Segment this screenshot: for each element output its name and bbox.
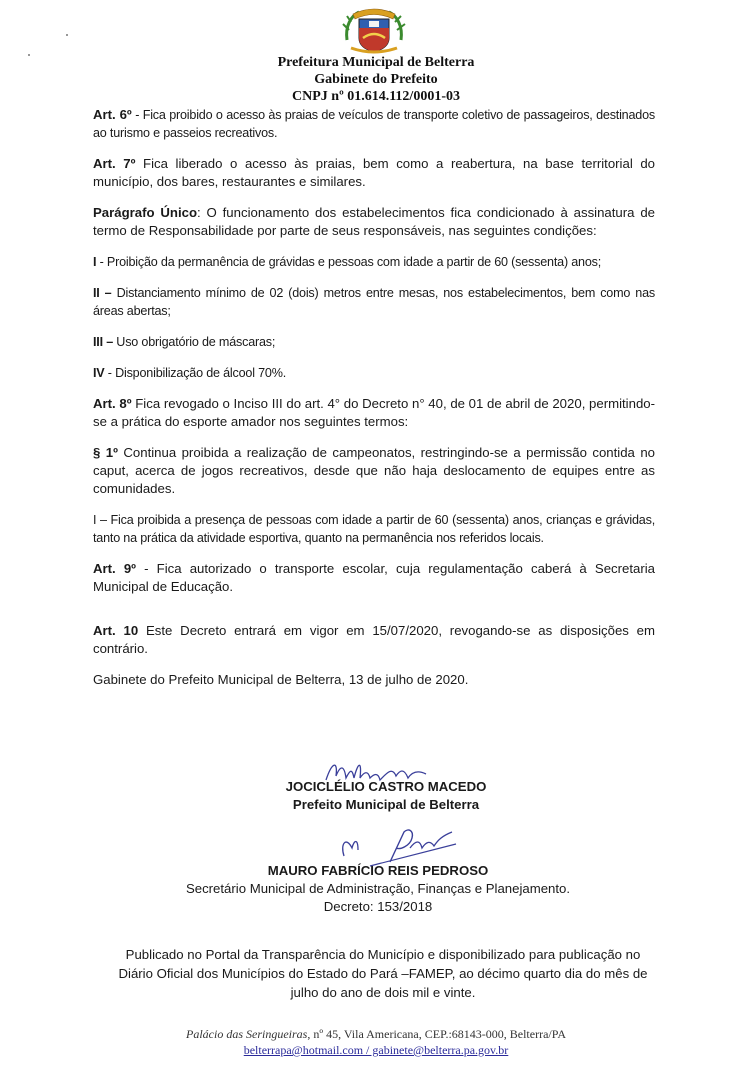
item-text: - Proibição da permanência de grávidas e pessoas com idade a partir de 60 (sessenta) anos; <box>96 255 602 269</box>
paragraph-art-6 <box>93 106 655 142</box>
municipal-crest-icon <box>339 4 409 54</box>
item-lead: III – <box>93 335 113 349</box>
secretary-name: MAURO FABRÍCIO REIS PEDROSO <box>267 863 489 878</box>
paragraph-section-1 <box>93 444 655 498</box>
footer <box>0 1026 752 1058</box>
item-text: Uso obrigatório de máscaras; <box>113 335 276 349</box>
item-lead: II – <box>93 286 112 300</box>
secretary-decree: Decreto: 153/2018 <box>323 899 433 914</box>
item-lead: IV <box>93 366 105 380</box>
item-text: Distanciamento mínimo de 02 (dois) metros entre mesas, nos estabelecimentos, bem como nas áreas abertas; <box>93 286 656 318</box>
paragraph-art-9 <box>93 560 655 596</box>
decree-body <box>93 106 655 702</box>
secretary-title: Secretário Municipal de Administração, Finanças e Planejamento. <box>185 881 571 896</box>
item-ii <box>93 284 655 320</box>
paragraph-text: Fica revogado o Inciso III do art. 4° do Decreto n° 40, de 01 de abril de 2020, permitindo-se a prática do esporte amador nos seguintes termos: <box>93 396 656 429</box>
item-text: - Disponibilização de álcool 70%. <box>104 366 287 380</box>
paragraph-text: Este Decreto entrará em vigor em 15/07/2020, revogando-se as disposições em contrário. <box>93 623 655 656</box>
paragraph-art-10 <box>93 622 655 658</box>
item-lead: I <box>93 255 97 269</box>
paragraph-lead: Art. 6º <box>93 107 132 122</box>
paragraph-lead: Art. 9º <box>93 561 136 576</box>
paragraph-text: - Fica autorizado o transporte escolar, cuja regulamentação caberá à Secretaria Municipal de Educação. <box>93 561 656 594</box>
footer-place: Palácio das Seringueiras <box>186 1027 308 1041</box>
item-i <box>93 253 655 271</box>
item-iii <box>93 333 655 351</box>
footer-emails-link[interactable]: belterrapa@hotmail.com / gabinete@belterra.pa.gov.br <box>243 1043 509 1057</box>
paragraph-text: - Fica proibido o acesso às praias de veículos de transporte coletivo de passageiros, destinados ao turismo e passeios recreativos. <box>93 108 655 140</box>
footer-address <box>0 1026 752 1042</box>
letterhead <box>0 54 752 105</box>
publication-note: Publicado no Portal da Transparência do Município e disponibilizado para publicação no Diário Oficial dos Municípios do Estado do Pará –FAMEP, ao décimo quarto dia do mês de julho do ano de dois mil e vinte. <box>118 947 648 1000</box>
header-line-3: CNPJ nº 01.614.112/0001-03 <box>292 89 460 104</box>
paragraph-lead: Art. 7º <box>93 156 136 171</box>
mayor-name: JOCICLÉLIO CASTRO MACEDO <box>285 779 487 794</box>
item-text: I – Fica proibida a presença de pessoas com idade a partir de 60 (sessenta) anos, crianças e grávidas, tanto na prática da atividade esportiva, quanto na permanência nos referidos locais. <box>93 513 655 545</box>
header-line-1: Prefeitura Municipal de Belterra <box>277 55 475 70</box>
paragraph-lead: Art. 10 <box>93 623 139 638</box>
header-line-2: Gabinete do Prefeito <box>314 72 438 87</box>
paragraph-text: : O funcionamento dos estabelecimentos fica condicionado à assinatura de termo de Responsabilidade por parte de seus responsáveis, nas seguintes condições: <box>93 205 655 238</box>
mayor-signature-block <box>20 778 752 814</box>
paragraph-text: Fica liberado o acesso às praias, bem como a reabertura, na base territorial do município, dos bares, restaurantes e similares. <box>93 156 656 189</box>
paragraph-text: Continua proibida a realização de campeonatos, restringindo-se a permissão contida no caput, acerca de jogos recreativos, desde que não haja deslocamento de equipes entre as comunidades. <box>93 445 655 496</box>
mayor-title: Prefeito Municipal de Belterra <box>292 797 480 812</box>
closing-text: Gabinete do Prefeito Municipal de Belterra, 13 de julho de 2020. <box>93 672 469 687</box>
item-i-sport <box>93 511 655 547</box>
secretary-signature-block <box>4 862 752 916</box>
paragraph-lead: Art. 8º <box>93 396 132 411</box>
paragraph-unico <box>93 204 655 240</box>
closing-date <box>93 671 655 689</box>
paragraph-art-8 <box>93 395 655 431</box>
item-iv <box>93 364 655 382</box>
footer-address-text: , nº 45, Vila Americana, CEP.:68143-000, Belterra/PA <box>307 1027 566 1041</box>
paragraph-lead: Parágrafo Único <box>93 205 198 220</box>
paragraph-art-7 <box>93 155 655 191</box>
paragraph-lead: § 1º <box>93 445 118 460</box>
